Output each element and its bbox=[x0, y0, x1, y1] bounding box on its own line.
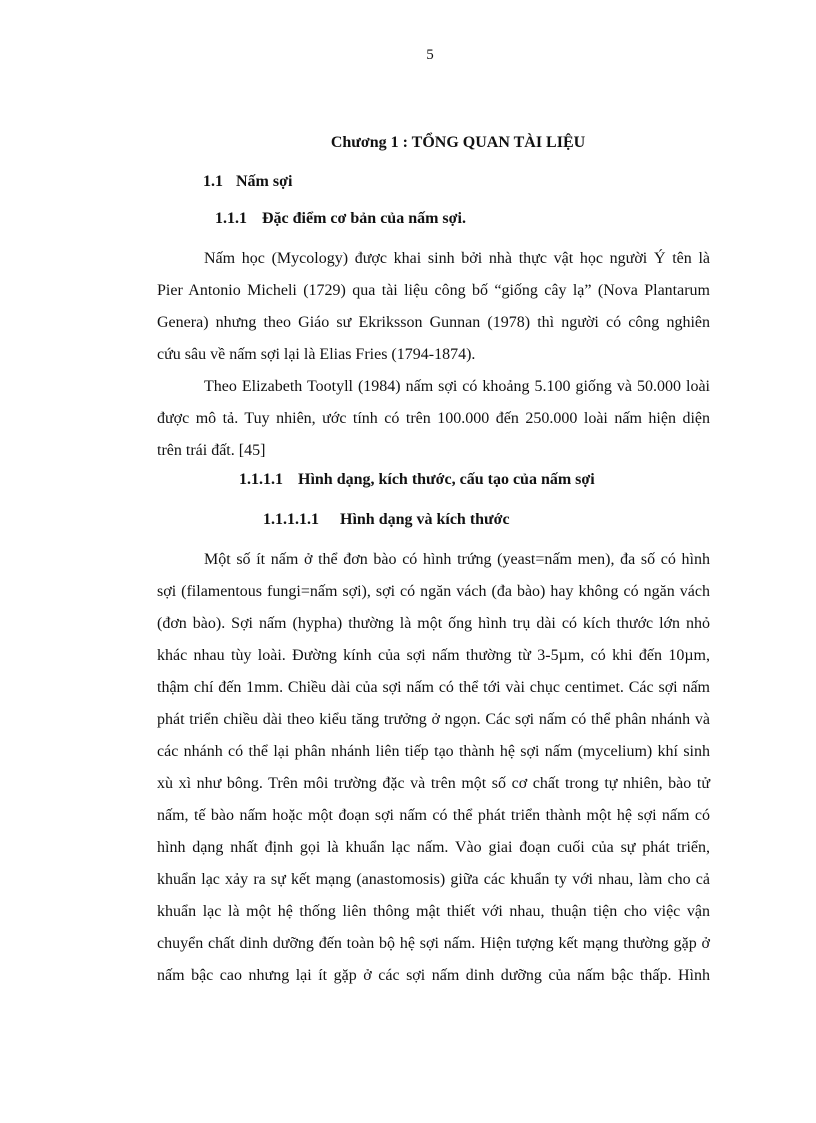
paragraph-species-count bbox=[157, 371, 710, 467]
paragraph-line: (đơn bào). Sợi nấm (hypha) thường là một ống hình trụ dài có kích thước lớn nhỏ bbox=[157, 615, 710, 632]
paragraph-line: xù xì như bông. Trên môi trường đặc và trên một số cơ chất trong tự nhiên, bào tử bbox=[157, 775, 710, 792]
subsection-heading bbox=[215, 210, 466, 228]
paragraph-line: hình dạng nhất định gọi là khuẩn lạc nấm. Vào giai đoạn cuối của sự phát triển, bbox=[157, 839, 710, 856]
page-number: 5 bbox=[426, 47, 434, 63]
paragraph-line: Nấm học (Mycology) được khai sinh bởi nhà thực vật học người Ý tên là bbox=[204, 250, 710, 267]
section-heading bbox=[203, 173, 292, 191]
paragraph-line: Genera) nhưng theo Giáo sư Ekriksson Gunnan (1978) thì người có công nghiên bbox=[157, 314, 710, 331]
paragraph-line: sợi (filamentous fungi=nấm sợi), sợi có ngăn vách (đa bào) hay không có ngăn vách bbox=[157, 583, 710, 600]
paragraph-mycology-history bbox=[157, 243, 710, 371]
paragraph-line: Theo Elizabeth Tootyll (1984) nấm sợi có khoảng 5.100 giống và 50.000 loài bbox=[204, 378, 710, 395]
paragraph-shape-size bbox=[157, 544, 710, 992]
paragraph-line: chuyển chất dinh dưỡng đến toàn bộ hệ sợi nấm. Hiện tượng kết mạng thường gặp ở bbox=[157, 935, 710, 952]
paragraph-line: phát triển chiều dài theo kiểu tăng trưởng ở ngọn. Các sợi nấm có thể phân nhánh và bbox=[157, 711, 710, 728]
paragraph-line: khuẩn lạc là một hệ thống liên thông mật thiết với nhau, thuận tiện cho việc vận bbox=[157, 903, 710, 920]
subsubsection-heading bbox=[239, 471, 595, 489]
subsubsection-title: Hình dạng, kích thước, cấu tạo của nấm sợi bbox=[298, 471, 595, 488]
paragraph-line: được mô tả. Tuy nhiên, ước tính có trên 100.000 đến 250.000 loài nấm hiện diện bbox=[157, 410, 710, 427]
paragraph-line: trên trái đất. [45] bbox=[157, 442, 266, 459]
subsubsubsection-number: 1.1.1.1.1 bbox=[263, 511, 319, 528]
paragraph-line: các nhánh có thể lại phân nhánh liên tiếp tạo thành hệ sợi nấm (mycelium) khí sinh bbox=[157, 743, 710, 760]
section-number: 1.1 bbox=[203, 173, 223, 190]
subsection-title: Đặc điểm cơ bản của nấm sợi. bbox=[262, 210, 466, 227]
paragraph-line: khác nhau tùy loài. Đường kính của sợi nấm thường từ 3-5µm, có khi đến 10µm, bbox=[157, 647, 710, 664]
section-title: Nấm sợi bbox=[236, 173, 293, 190]
paragraph-line: thậm chí đến 1mm. Chiều dài của sợi nấm có thể tới vài chục centimet. Các sợi nấm bbox=[157, 679, 710, 696]
paragraph-line: khuẩn lạc xảy ra sự kết mạng (anastomosis) giữa các khuẩn ty với nhau, làm cho cả bbox=[157, 871, 710, 888]
paragraph-line: nấm, tế bào nấm hoặc một đoạn sợi nấm có thể phát triển thành một hệ sợi nấm có bbox=[157, 807, 710, 824]
paragraph-line: nấm bậc cao nhưng lại ít gặp ở các sợi nấm dinh dưỡng của nấm bậc thấp. Hình bbox=[157, 967, 710, 984]
subsubsection-number: 1.1.1.1 bbox=[239, 471, 283, 488]
paragraph-line: Pier Antonio Micheli (1729) qua tài liệu công bố “giống cây lạ” (Nova Plantarum bbox=[157, 282, 710, 299]
subsection-number: 1.1.1 bbox=[215, 210, 247, 227]
subsubsubsection-heading bbox=[263, 511, 510, 529]
subsubsubsection-title: Hình dạng và kích thước bbox=[340, 511, 510, 528]
chapter-title: Chương 1 : TỔNG QUAN TÀI LIỆU bbox=[330, 134, 586, 151]
paragraph-line: Một số ít nấm ở thể đơn bào có hình trứng (yeast=nấm men), đa số có hình bbox=[204, 551, 710, 568]
paragraph-line: cứu sâu về nấm sợi lại là Elias Fries (1794-1874). bbox=[157, 346, 476, 363]
